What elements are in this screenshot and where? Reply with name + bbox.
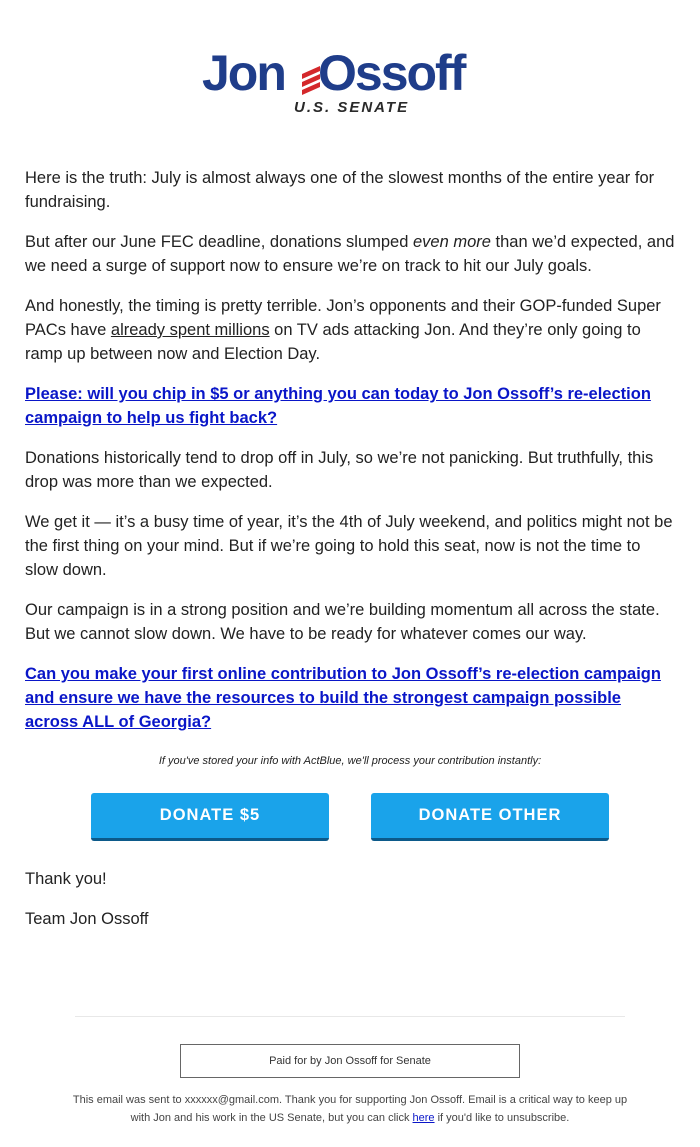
donate-other-button[interactable]: DONATE OTHER <box>371 793 609 841</box>
cta-link-chip-in[interactable]: Please: will you chip in $5 or anything you can today to Jon Ossoff’s re-election campaign to help us fight back? <box>25 385 651 427</box>
paragraph-2-text-a: But after our June FEC deadline, donations slumped <box>25 233 413 251</box>
logo-name-right: Ossoff <box>318 45 465 101</box>
footer-text-b: if you'd like to unsubscribe. <box>434 1112 570 1124</box>
paragraph-4: Donations historically tend to drop off in July, so we’re not panicking. But truthfully, this drop was more than we expected. <box>25 449 654 491</box>
paragraph-1: Here is the truth: July is almost always one of the slowest months of the entire year for fundraising. <box>25 169 655 211</box>
paragraph-2-text-b: than we’d expected, and we need a surge of support now to ensure we’re on track to hit our July goals. <box>25 233 675 275</box>
paragraph-3 <box>25 294 675 366</box>
paid-for-disclaimer: Paid for by Jon Ossoff for Senate <box>180 1044 520 1078</box>
footer-divider <box>75 1016 625 1017</box>
footer-text <box>70 1091 630 1127</box>
team-signature: Team Jon Ossoff <box>25 910 149 928</box>
paragraph-5: We get it — it’s a busy time of year, it’s the 4th of July weekend, and politics might not be the first thing on your mind. But if we’re going to hold this seat, now is not the time to slow down. <box>25 513 673 579</box>
email-body <box>25 166 675 750</box>
paragraph-2 <box>25 230 675 278</box>
logo-name-left: Jon <box>202 45 285 101</box>
footer-text-a: This email was sent to xxxxxx@gmail.com. Thank you for supporting Jon Ossoff. Email is a critical way to keep up with Jon and his work in the US Senate, but you can click <box>72 1094 628 1124</box>
actblue-note: If you've stored your info with ActBlue, we'll process your contribution instantly: <box>158 755 542 767</box>
paragraph-3-underline: already spent millions <box>110 321 270 339</box>
logo-subtitle: U.S. SENATE <box>294 99 410 116</box>
unsubscribe-link[interactable]: here <box>412 1112 435 1124</box>
paragraph-6: Our campaign is in a strong position and we’re building momentum all across the state. But we cannot slow down. We have to be ready for whatever comes our way. <box>25 601 660 643</box>
campaign-logo <box>0 44 700 124</box>
thank-you-text: Thank you! <box>25 870 107 888</box>
paragraph-2-emphasis: even more <box>412 233 491 251</box>
logo-mark <box>200 44 500 120</box>
paragraph-3-text-b: on TV ads attacking Jon. And they’re only going to ramp up between now and Election Day. <box>25 321 641 363</box>
cta-link-first-contribution[interactable]: Can you make your first online contribution to Jon Ossoff’s re-election campaign and ensure we have the resources to build the strongest campaign possible across ALL of Georgia? <box>25 665 661 731</box>
paragraph-3-text-a: And honestly, the timing is pretty terrible. Jon’s opponents and their GOP-funded Super PACs have <box>25 297 661 339</box>
donate-5-button[interactable]: DONATE $5 <box>91 793 329 841</box>
